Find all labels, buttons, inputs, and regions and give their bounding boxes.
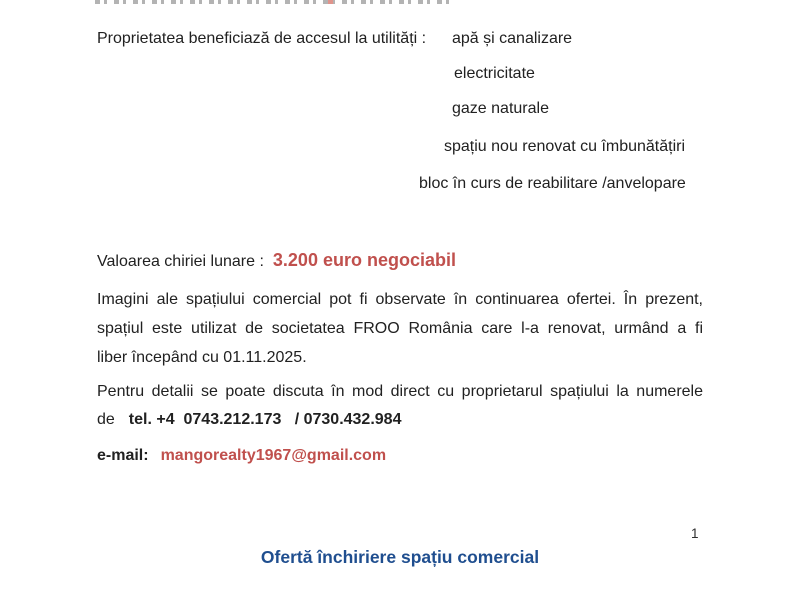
footer-document-title: Ofertă închiriere spațiu comercial [260, 547, 540, 567]
description-line-3: liber începând cu 01.11.2025. [97, 349, 307, 366]
utility-item: spațiu nou renovat cu îmbunătățiri [444, 138, 686, 155]
description-line-1: Imagini ale spațiului comercial pot fi observate în continuarea ofertei. În prezent, [97, 291, 703, 308]
rent-value: 3.200 euro negociabil [272, 250, 456, 270]
email-address: mangorealty1967@gmail.com [160, 447, 387, 464]
contact-phone-line [97, 410, 401, 430]
contact-prefix: de [97, 411, 115, 428]
utility-item: gaze naturale [452, 100, 549, 117]
utilities-label: Proprietatea beneficiază de accesul la utilități : [97, 30, 427, 47]
rent-line [97, 250, 456, 272]
contact-line-1: Pentru detalii se poate discuta în mod direct cu proprietarul spațiului la numerele [97, 383, 703, 400]
phone-numbers: tel. +4 0743.212.173 / 0730.432.984 [128, 411, 402, 428]
utility-item: electricitate [454, 65, 535, 82]
clipped-previous-line [95, 0, 455, 4]
utility-item: apă și canalizare [452, 30, 573, 47]
utility-item: bloc în curs de reabilitare /anvelopare [419, 175, 686, 192]
page-number: 1 [691, 526, 699, 541]
email-line [97, 446, 386, 466]
rent-label: Valoarea chiriei lunare : [97, 253, 264, 270]
clipped-previous-line-red-fragment [328, 0, 333, 4]
description-line-2: spațiul este utilizat de societatea FROO România care l-a renovat, urmând a fi [97, 320, 703, 337]
email-label: e-mail: [97, 447, 149, 464]
